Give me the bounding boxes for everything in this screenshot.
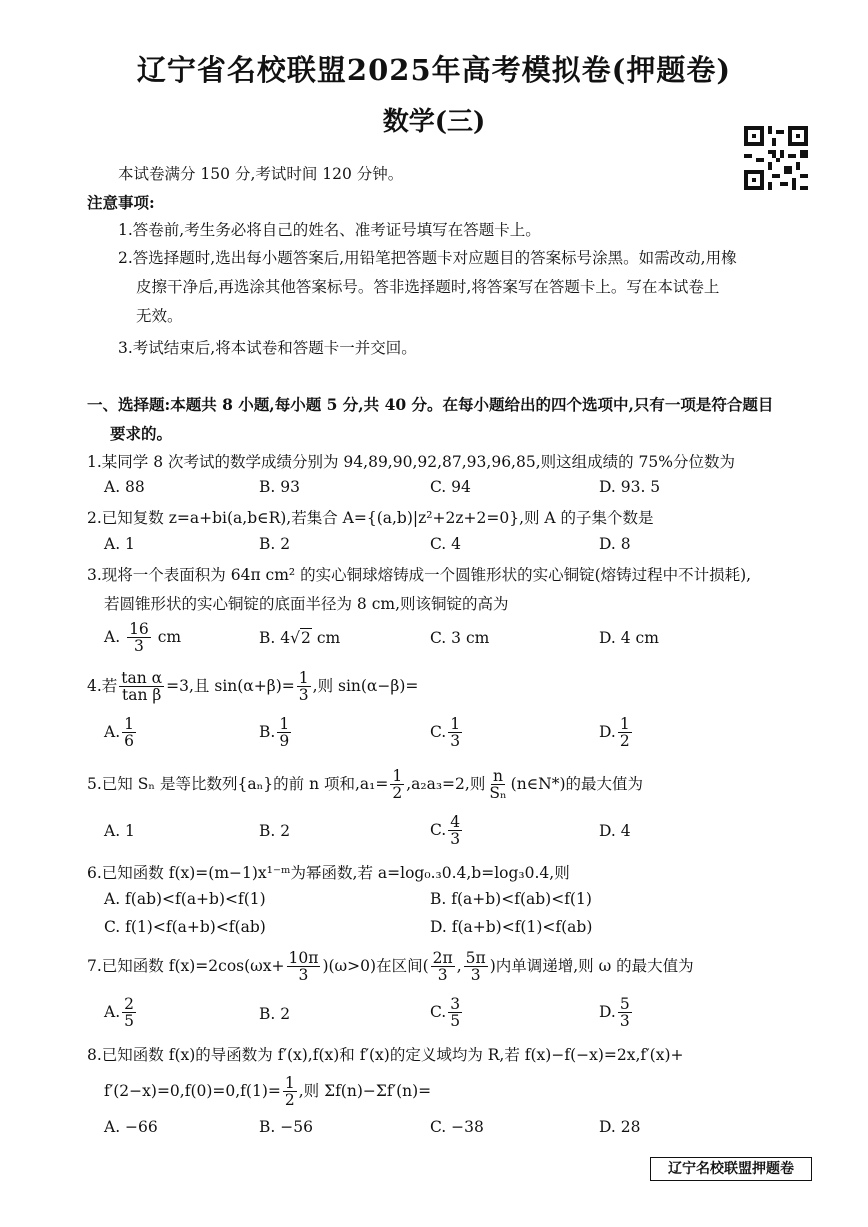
section-heading-line-1: 一、选择题:本题共 8 小题,每小题 5 分,共 40 分。在每小题给出的四个选项中,只有一项是符合题目: [87, 395, 774, 414]
exam-info: 本试卷满分 150 分,考试时间 120 分钟。: [118, 165, 404, 183]
q3-option-a-label: A.: [104, 627, 121, 646]
q7-option-d: D. $\frac{5}{3}$: [599, 995, 630, 1031]
q3-option-d: D. 4 cm: [599, 629, 659, 647]
q7-stem: 7.已知函数 f(x)=2cos(ωx+ $\frac{10\pi}{3}$ )(ω>0)在区间( $\frac{2\pi}{3}$ , $\frac{5\pi}{3}$ )内单调递增,则 ω 的最大值为: [87, 949, 694, 985]
q6-option-a: A. f(ab)<f(a+b)<f(1): [104, 890, 266, 908]
footer-badge: 辽宁名校联盟押题卷: [650, 1157, 812, 1181]
q3-option-c: C. 3 cm: [430, 629, 490, 647]
note-1: 1.答卷前,考生务必将自己的姓名、准考证号填写在答题卡上。: [118, 221, 541, 239]
q5-option-c: C. $\frac{4}{3}$: [430, 813, 461, 849]
q3-option-a-fraction: $\frac{16}{3}$: [129, 620, 149, 656]
note-2-line-3: 无效。: [136, 307, 183, 325]
q2-option-c: C. 4: [430, 535, 462, 553]
q4-option-c: C. $\frac{1}{3}$: [430, 715, 461, 751]
q5-option-b: B. 2: [259, 822, 291, 840]
qr-code-icon: [744, 126, 808, 190]
q1-stem: 1.某同学 8 次考试的数学成绩分别为 94,89,90,92,87,93,96,85,则这组成绩的 75%分位数为: [87, 453, 736, 471]
q8-option-d: D. 28: [599, 1118, 641, 1136]
q7-option-b: B. 2: [259, 1005, 291, 1023]
q4-option-b: B. $\frac{1}{9}$: [259, 715, 290, 751]
note-2-line-2: 皮擦干净后,再选涂其他答案标号。答非选择题时,将答案写在答题卡上。写在本试卷上: [136, 278, 720, 296]
q7-option-c: C. $\frac{3}{5}$: [430, 995, 461, 1031]
q3-option-a-unit: cm: [157, 627, 182, 646]
q5-stem: 5.已知 Sₙ 是等比数列{aₙ}的前 n 项和,a₁= $\frac{1}{2}$ ,a₂a₃=2,则 $\frac{n}{\text{Sₙ}}$ (n∈N*)的最大值为: [87, 767, 644, 803]
q2-option-d: D. 8: [599, 535, 631, 553]
q2-stem: 2.已知复数 z=a+bi(a,b∈R),若集合 A={(a,b)|z²+2z+2=0},则 A 的子集个数是: [87, 509, 654, 527]
exam-subject: 数学(三): [382, 107, 486, 137]
q3-option-a: [104, 621, 181, 655]
q5-option-d: D. 4: [599, 822, 631, 840]
q2-option-b: B. 2: [259, 535, 291, 553]
q3-stem-line-2: 若圆锥形状的实心铜锭的底面半径为 8 cm,则该铜锭的高为: [104, 595, 509, 613]
q6-stem: 6.已知函数 f(x)=(m−1)x¹⁻ᵐ为幂函数,若 a=log₀.₃0.4,b=log₃0.4,则: [87, 864, 570, 882]
q4-option-a: A. $\frac{1}{6}$: [104, 715, 134, 751]
q7-option-a: A. $\frac{2}{5}$: [104, 995, 134, 1031]
note-2-line-1: 2.答选择题时,选出每小题答案后,用铅笔把答题卡对应题目的答案标号涂黑。如需改动,用橡: [118, 249, 737, 267]
notes-heading: 注意事项:: [87, 193, 155, 212]
q4-stem: 4.若 $\frac{\text{tan α}}{\text{tan β}}$ =3,且 sin(α+β)= $\frac{1}{3}$ ,则 sin(α−β)=: [87, 669, 419, 705]
q6-option-b: B. f(a+b)<f(ab)<f(1): [430, 890, 592, 908]
q5-option-a: A. 1: [104, 822, 135, 840]
section-heading-line-2: 要求的。: [110, 424, 173, 443]
exam-title: 辽宁省名校联盟2025年高考模拟卷(押题卷): [136, 53, 732, 87]
q3-option-b: B. 4√2 cm: [259, 629, 341, 647]
q8-option-a: A. −66: [104, 1118, 158, 1136]
q8-option-c: C. −38: [430, 1118, 484, 1136]
note-3: 3.考试结束后,将本试卷和答题卡一并交回。: [118, 339, 417, 357]
q6-option-d: D. f(a+b)<f(1)<f(ab): [430, 918, 593, 936]
q1-option-c: C. 94: [430, 478, 471, 496]
q1-option-b: B. 93: [259, 478, 300, 496]
q8-stem-line-1: 8.已知函数 f(x)的导函数为 f′(x),f(x)和 f′(x)的定义域均为 R,若 f(x)−f(−x)=2x,f′(x)+: [87, 1046, 684, 1064]
q2-option-a: A. 1: [104, 535, 135, 553]
q6-option-c: C. f(1)<f(a+b)<f(ab): [104, 918, 266, 936]
q8-stem-line-2: f′(2−x)=0,f(0)=0,f(1)= $\frac{1}{2}$ ,则 Σf(n)−Σf′(n)=: [104, 1074, 432, 1110]
q3-stem-line-1: 3.现将一个表面积为 64π cm² 的实心铜球熔铸成一个圆锥形状的实心铜锭(熔铸过程中不计损耗),: [87, 566, 752, 584]
q1-option-d: D. 93. 5: [599, 478, 661, 496]
q8-option-b: B. −56: [259, 1118, 313, 1136]
q4-option-d: D. $\frac{1}{2}$: [599, 715, 630, 751]
q1-option-a: A. 88: [104, 478, 145, 496]
